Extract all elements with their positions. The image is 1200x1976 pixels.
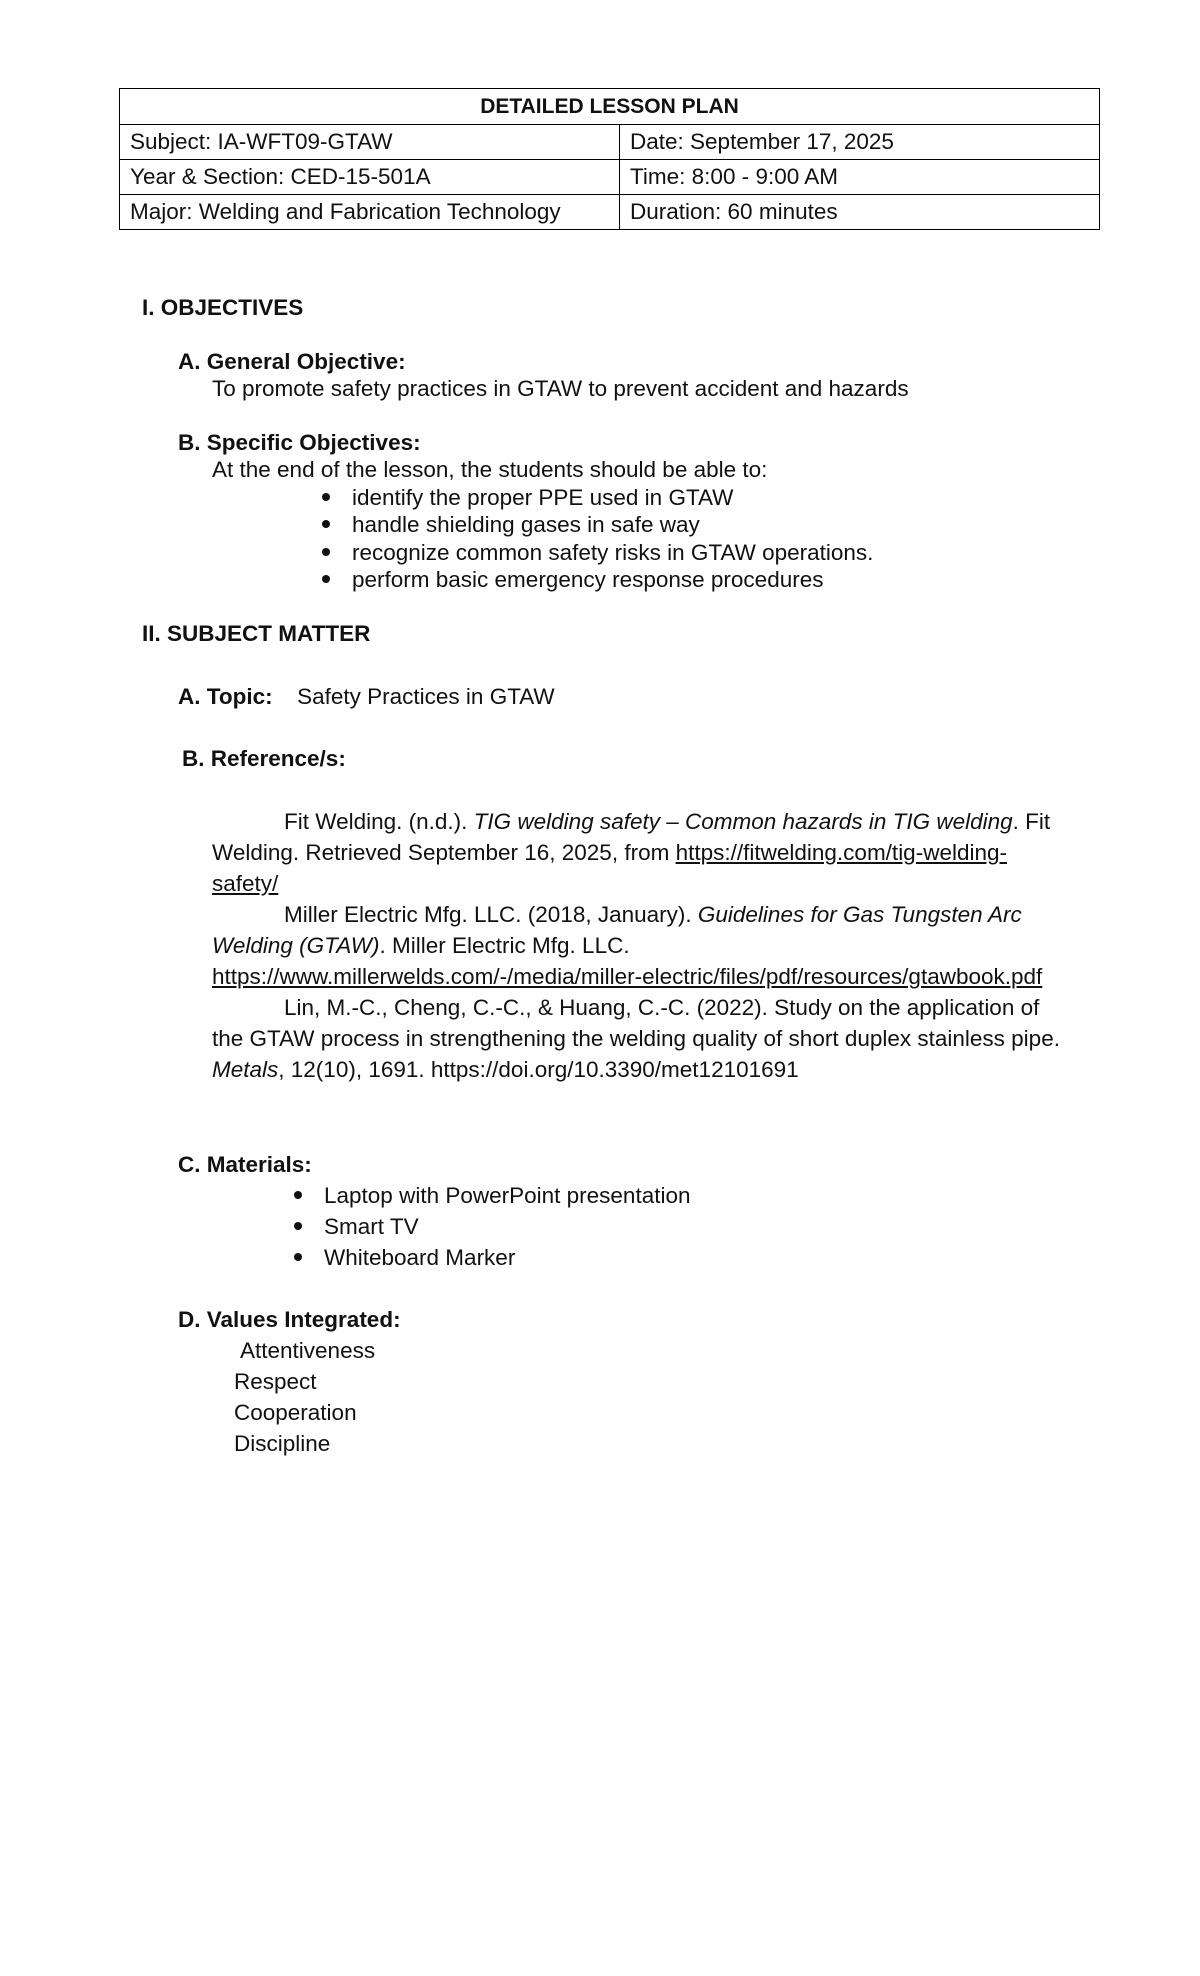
references-heading: B. Reference/s: [182,746,346,771]
subject-cell: Subject: IA-WFT09-GTAW [120,125,620,160]
value-item: Discipline [234,1431,331,1456]
list-item: Laptop with PowerPoint presentation [294,1183,690,1209]
topic-label: A. Topic: [178,684,273,709]
bullet-icon [294,1191,302,1199]
list-item: Smart TV [294,1214,419,1240]
document-title: DETAILED LESSON PLAN [120,89,1100,125]
values-heading: D. Values Integrated: [178,1307,401,1332]
value-item: Attentiveness [240,1338,376,1363]
bullet-icon [322,548,330,556]
date-cell: Date: September 17, 2025 [620,125,1100,160]
bullet-icon [322,520,330,528]
value-item: Respect [234,1369,317,1394]
list-item: handle shielding gases in safe way [322,512,700,538]
list-item: identify the proper PPE used in GTAW [322,485,733,511]
general-objective-text: To promote safety practices in GTAW to prevent accident and hazards [212,376,909,401]
header-row-major [120,195,1100,230]
year-section-cell: Year & Section: CED-15-501A [120,160,620,195]
list-item: recognize common safety risks in GTAW operations. [322,540,873,566]
time-cell: Time: 8:00 - 9:00 AM [620,160,1100,195]
reference-link[interactable]: https://www.millerwelds.com/-/media/miller-electric/files/pdf/resources/gtawbook.pdf [212,964,1043,989]
lesson-plan-header-table [119,88,1100,230]
header-row-section [120,160,1100,195]
bullet-icon [294,1222,302,1230]
list-item: Whiteboard Marker [294,1245,515,1271]
reference-entry: Miller Electric Mfg. LLC. (2018, January). Guidelines for Gas Tungsten Arc Welding (GTAW). Miller Electric Mfg. LLC. https://www.millerwelds.com/-/media/miller-electric/files/pdf/resources/gtawbook.pdf [212,902,1043,989]
header-row-subject [120,125,1100,160]
topic-line [178,684,555,710]
reference-entry: Fit Welding. (n.d.). TIG welding safety – Common hazards in TIG welding. Fit Welding. Retrieved September 16, 2025, from https://fitwelding.com/tig-welding-safety/ [212,809,1051,896]
reference-entry: Lin, M.-C., Cheng, C.-C., & Huang, C.-C. (2022). Study on the application of the GTAW process in strengthening the welding quality of short duplex stainless pipe. Metals, 12(10), 1691. https://doi.org/10.3390/met12101691 [212,995,1060,1082]
subject-matter-heading: II. SUBJECT MATTER [142,621,371,646]
specific-objectives-heading: B. Specific Objectives: [178,430,421,455]
topic-value: Safety Practices in GTAW [297,684,555,709]
duration-cell: Duration: 60 minutes [620,195,1100,230]
bullet-icon [294,1253,302,1261]
reference-link[interactable]: https://fitwelding.com/tig-welding-safety/ [212,840,1007,896]
bullet-icon [322,575,330,583]
objectives-heading: I. OBJECTIVES [142,295,304,320]
materials-heading: C. Materials: [178,1152,312,1177]
bullet-icon [322,493,330,501]
specific-objectives-intro: At the end of the lesson, the students should be able to: [212,457,768,482]
major-cell: Major: Welding and Fabrication Technology [120,195,620,230]
references-list [212,806,1062,1085]
list-item: perform basic emergency response procedures [322,567,823,593]
value-item: Cooperation [234,1400,357,1425]
general-objective-heading: A. General Objective: [178,349,406,374]
